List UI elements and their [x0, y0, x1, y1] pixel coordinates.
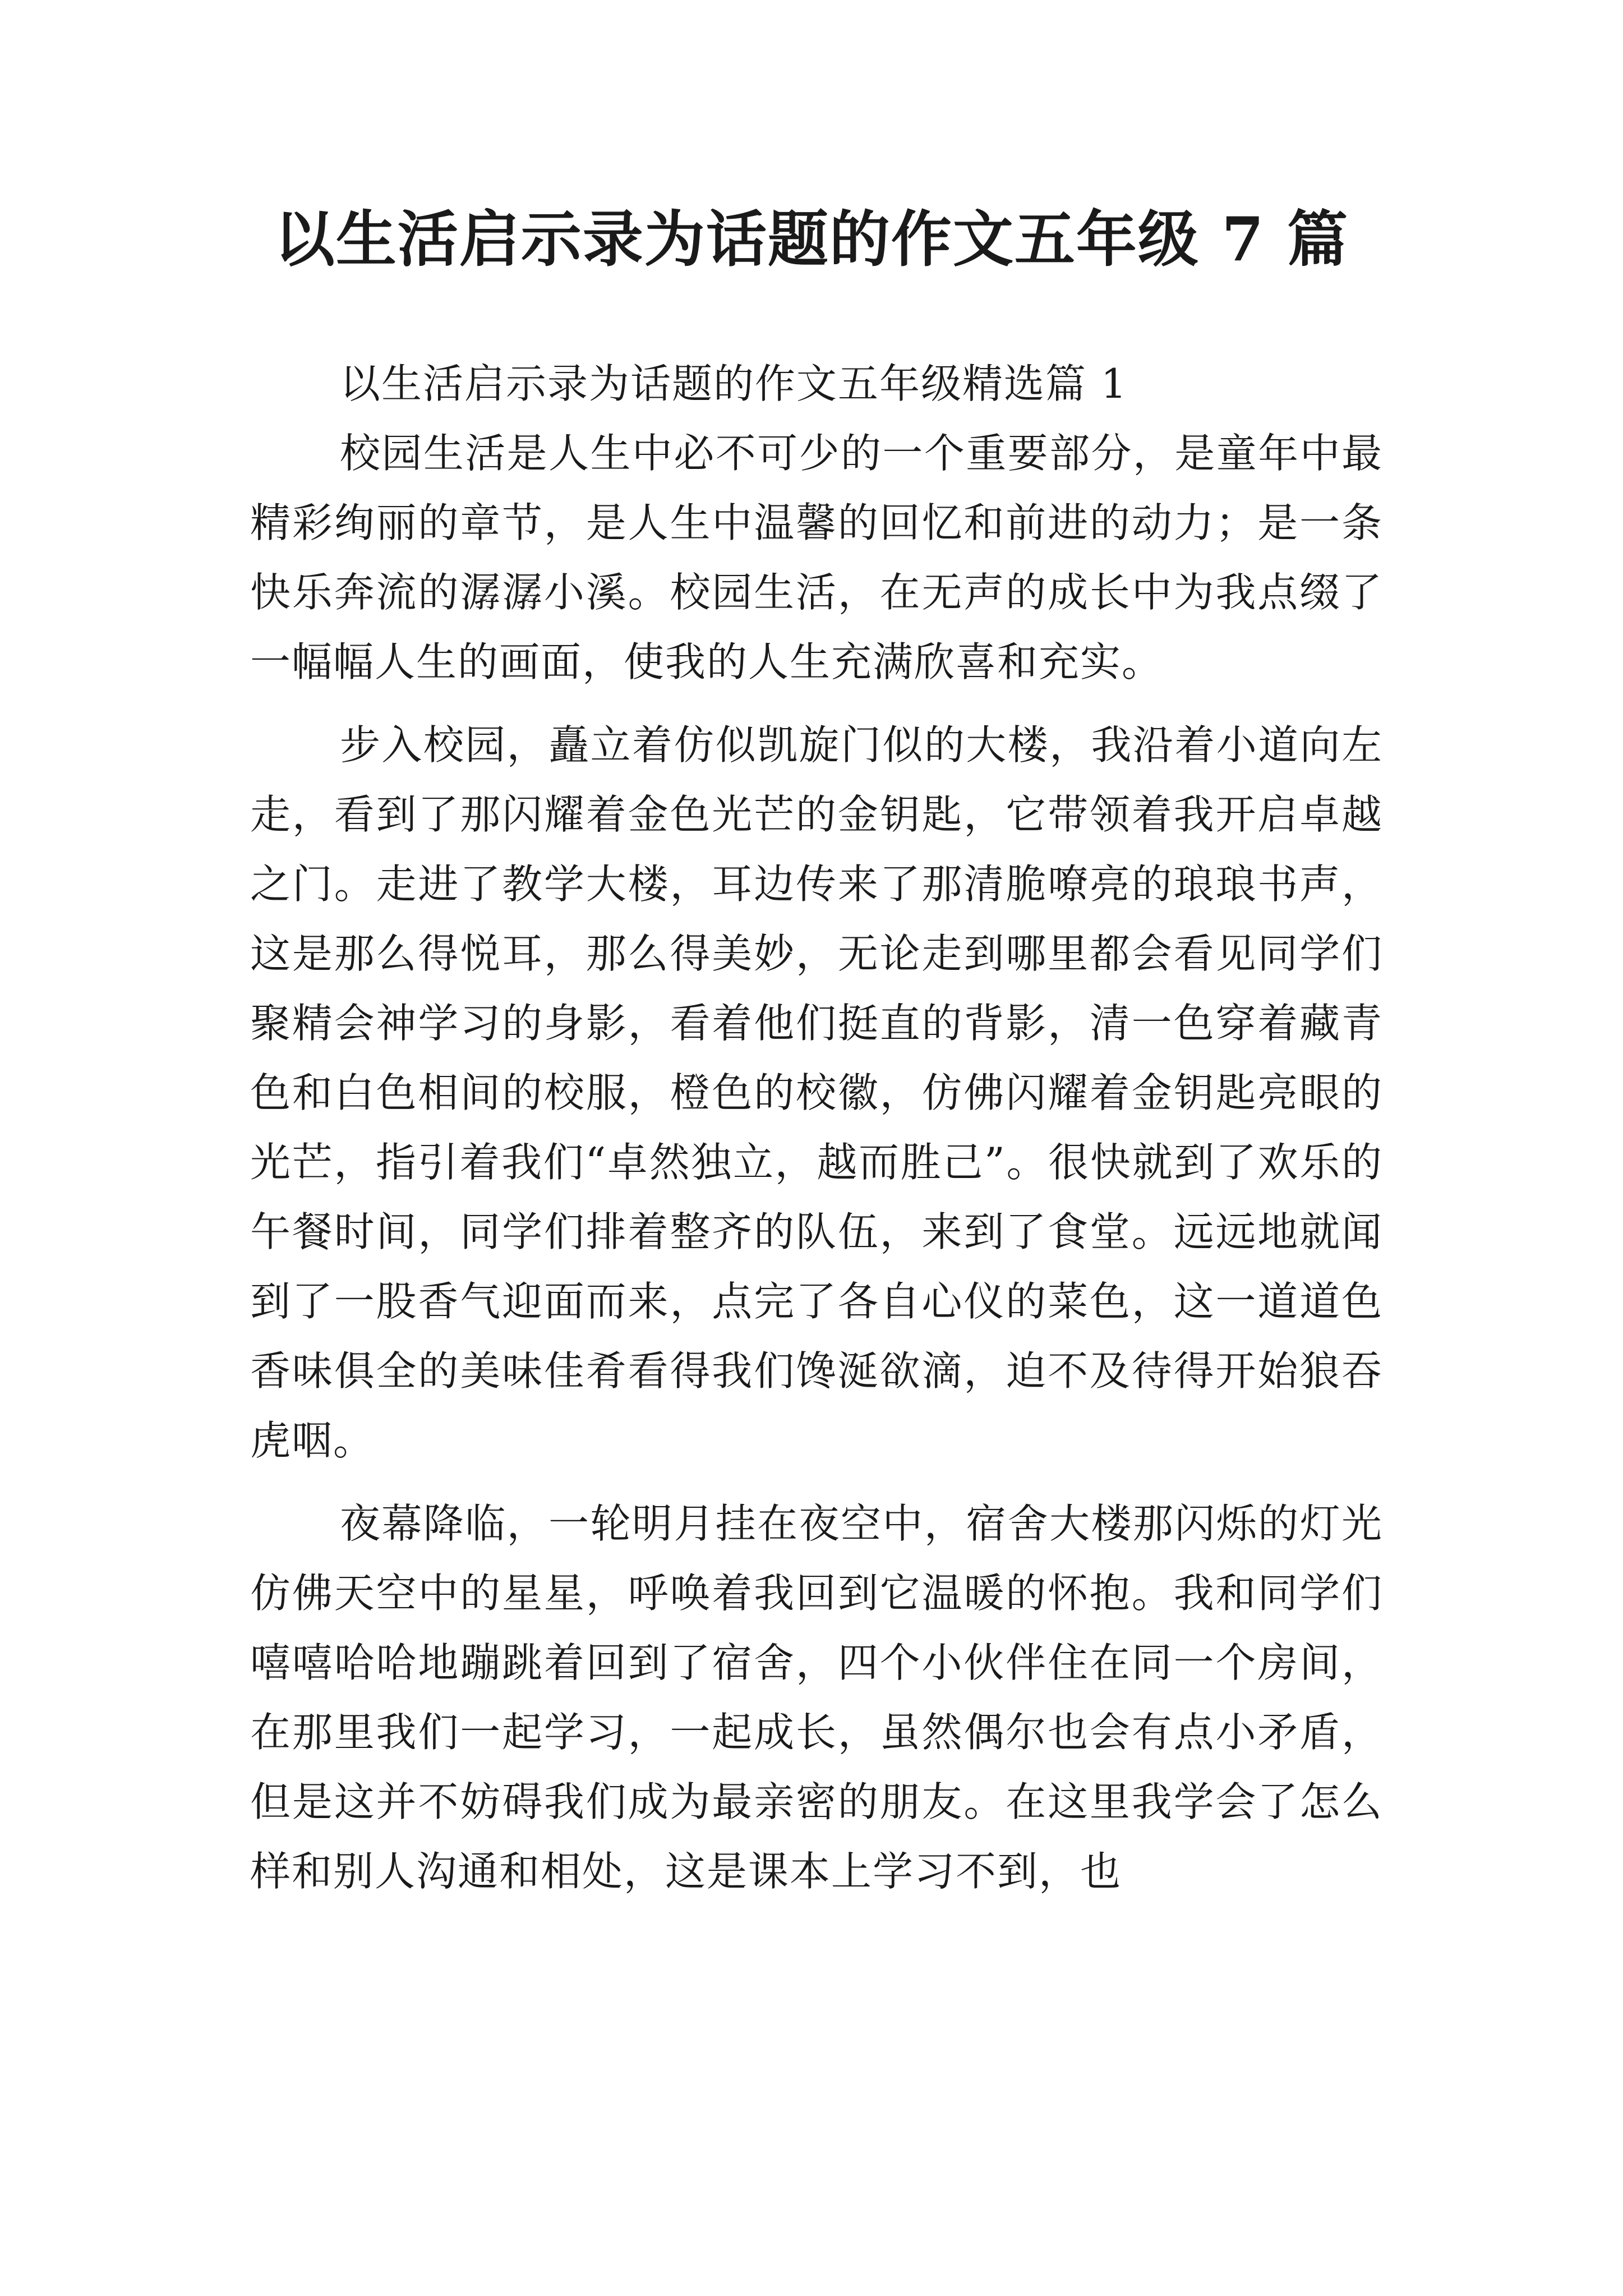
- section-heading: 以生活启示录为话题的作文五年级精选篇 1: [340, 360, 1128, 407]
- paragraph-1: 校园生活是人生中必不可少的一个重要部分，是童年中最精彩绚丽的章节，是人生中温馨的回忆和前进的动力；是一条快乐奔流的潺潺小溪。校园生活，在无声的成长中为我点缀了一幅幅人生的画面，使我的人生充满欣喜和充实。: [250, 430, 1383, 685]
- paragraph-2: 步入校园，矗立着仿似凯旋门似的大楼，我沿着小道向左走，看到了那闪耀着金色光芒的金钥匙，它带领着我开启卓越之门。走进了教学大楼，耳边传来了那清脆嘹亮的琅琅书声，这是那么得悦耳，那么得美妙，无论走到哪里都会看见同学们聚精会神学习的身影，看着他们挺直的背影，清一色穿着藏青色和白色相间的校服，橙色的校徽，仿佛闪耀着金钥匙亮眼的光芒，指引着我们“卓然独立，越而胜己”。很快就到了欢乐的午餐时间，同学们排着整齐的队伍，来到了食堂。远远地就闻到了一股香气迎面而来，点完了各自心仪的菜色，这一道道色香味俱全的美味佳肴看得我们馋涎欲滴，迫不及待得开始狼吞虎咽。: [250, 721, 1383, 1464]
- paragraph-3: 夜幕降临，一轮明月挂在夜空中，宿舍大楼那闪烁的灯光仿佛天空中的星星，呼唤着我回到它温暖的怀抱。我和同学们嘻嘻哈哈地蹦跳着回到了宿舍，四个小伙伴住在同一个房间，在那里我们一起学习，一起成长，虽然偶尔也会有点小矛盾，但是这并不妨碍我们成为最亲密的朋友。在这里我学会了怎么样和别人沟通和相处，这是课本上学习不到，也: [250, 1500, 1383, 1895]
- document-body: [250, 349, 1383, 1906]
- document-title: 以生活启示录为话题的作文五年级 7 篇: [274, 204, 1349, 275]
